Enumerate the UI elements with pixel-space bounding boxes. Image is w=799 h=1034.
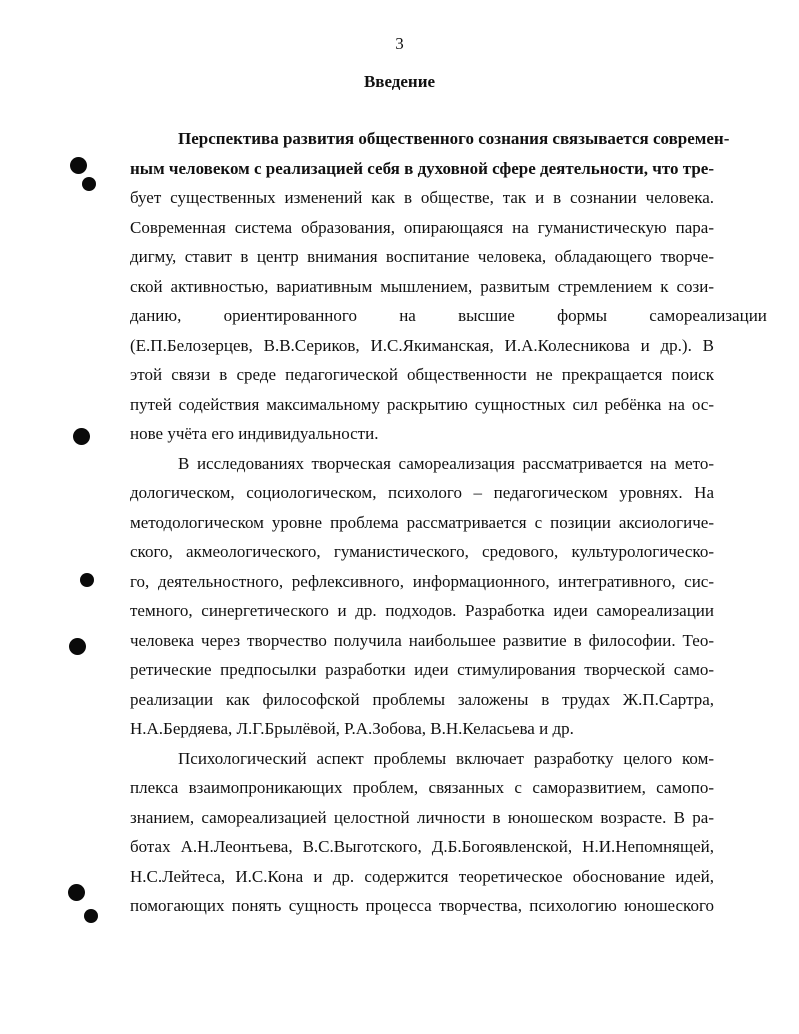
punch-hole-icon	[69, 638, 86, 655]
text-line: этой связи в среде педагогической общественности не прекращается поиск	[130, 365, 714, 384]
text-line: Перспектива развития общественного сознания связывается современ-	[178, 129, 730, 148]
text-line: помогающих понять сущность процесса творчества, психологию юношеского	[130, 896, 714, 915]
text-line: ным человеком с реализацией себя в духовной сфере деятельности, что тре-	[130, 158, 714, 178]
punch-hole-icon	[80, 573, 94, 587]
text-line: дологическом, социологическом, психолого – педагогическом уровнях. На	[130, 483, 714, 502]
text-line: Н.С.Лейтеса, И.С.Кона и др. содержится теоретическое обоснование идей,	[130, 866, 714, 886]
text-line: ской активностью, вариативным мышлением, развитым стремлением к сози-	[130, 276, 714, 296]
text-line: ретические предпосылки разработки идеи стимулирования творческой само-	[130, 660, 714, 679]
text-line: данию, ориентированного на высшие формы самореализации	[130, 306, 767, 325]
punch-hole-icon	[82, 177, 96, 191]
text-line: темного, синергетического и др. подходов. Разработка идеи самореализации	[130, 601, 714, 620]
punch-hole-icon	[68, 884, 85, 901]
text-line: Современная система образования, опирающаяся на гуманистическую пара-	[130, 217, 714, 237]
punch-hole-icon	[73, 428, 90, 445]
text-line: бует существенных изменений как в обществе, так и в сознании человека.	[130, 188, 714, 207]
text-line: В исследованиях творческая самореализация рассматривается на мето-	[178, 453, 714, 473]
text-line: ского, акмеологического, гуманистического, средового, культурологическо-	[130, 542, 714, 561]
text-line: Психологический аспект проблемы включает разработку целого ком-	[178, 748, 714, 768]
text-line: реализации как философской проблемы заложены в трудах Ж.П.Сартра,	[130, 689, 714, 709]
page-number: 3	[395, 34, 404, 53]
punch-hole-icon	[70, 157, 87, 174]
text-line: го, деятельностного, рефлексивного, информационного, интегративного, сис-	[130, 571, 714, 591]
text-line: ботах А.Н.Леонтьева, В.С.Выготского, Д.Б.Богоявленской, Н.И.Непомнящей,	[130, 837, 714, 856]
text-line: дигму, ставит в центр внимания воспитание человека, обладающего творче-	[130, 247, 714, 266]
text-line: путей содействия максимальному раскрытию сущностных сил ребёнка на ос-	[130, 394, 714, 414]
text-line: человека через творчество получила наибольшее развитие в философии. Тео-	[130, 630, 714, 650]
text-line: методологическом уровне проблема рассматривается с позиции аксиологиче-	[130, 512, 714, 532]
page-title: Введение	[363, 72, 436, 91]
punch-hole-icon	[84, 909, 98, 923]
text-line: знанием, самореализацией целостной личности в юношеском возрасте. В ра-	[130, 807, 714, 827]
text-line: нове учёта его индивидуальности.	[130, 424, 379, 443]
text-line: плекса взаимопроникающих проблем, связанных с саморазвитием, самопо-	[130, 778, 714, 797]
text-line: (Е.П.Белозерцев, В.В.Сериков, И.С.Якиманская, И.А.Колесникова и др.). В	[130, 335, 714, 355]
text-line: Н.А.Бердяева, Л.Г.Брылёвой, Р.А.Зобова, В.Н.Келасьева и др.	[130, 719, 574, 738]
body-text	[130, 124, 767, 921]
